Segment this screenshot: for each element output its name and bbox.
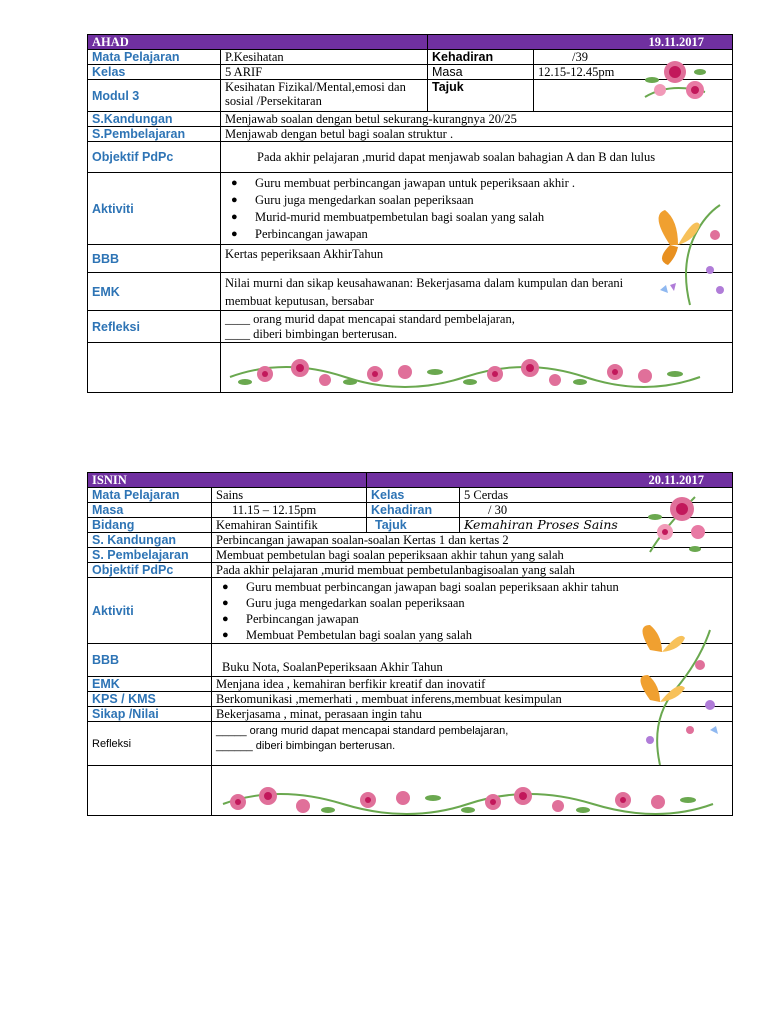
objektif-value: Pada akhir pelajaran ,murid membuat pembetulanbagisoalan yang salah: [212, 563, 733, 578]
masa-value: 11.15 – 12.15pm: [212, 503, 367, 518]
pembelajaran-label: S.Pembelajaran: [88, 127, 221, 142]
emk-label: EMK: [88, 677, 212, 692]
mata-pelajaran-value: P.Kesihatan: [221, 50, 428, 65]
objektif-label: Objektif PdPc: [88, 142, 221, 173]
aktiviti-list: [216, 579, 728, 643]
pembelajaran-value: Membuat pembetulan bagi soalan peperiksaan akhir tahun yang salah: [212, 548, 733, 563]
kelas-label: Kelas: [88, 65, 221, 80]
kelas-label: Kelas: [367, 488, 460, 503]
sikap-label: Sikap /Nilai: [88, 707, 212, 722]
refleksi-line-1: _____ orang murid dapat mencapai standard pembelajaran,: [216, 725, 509, 737]
day-label: AHAD: [88, 35, 428, 50]
lesson-plan-isnin: [87, 472, 733, 816]
sikap-value: Bekerjasama , minat, perasaan ingin tahu: [212, 707, 733, 722]
mata-pelajaran-value: Sains: [212, 488, 367, 503]
refleksi-cell: [221, 311, 733, 343]
emk-value: Menjana idea , kemahiran berfikir kreatif dan inovatif: [212, 677, 733, 692]
emk-label: EMK: [88, 273, 221, 311]
aktiviti-list-cell: [221, 173, 733, 245]
kandungan-label: S.Kandungan: [88, 112, 221, 127]
pembelajaran-label: S. Pembelajaran: [88, 548, 212, 563]
garland-cell: [221, 343, 733, 393]
refleksi-label: Refleksi: [88, 722, 212, 766]
kelas-value: 5 Cerdas: [460, 488, 733, 503]
kelas-value: 5 ARIF: [221, 65, 428, 80]
kps-label: KPS / KMS: [88, 692, 212, 707]
objektif-value: Pada akhir pelajaran ,murid dapat menjawab soalan bahagian A dan B dan lulus: [221, 142, 733, 173]
mata-pelajaran-label: Mata Pelajaran: [88, 488, 212, 503]
aktiviti-list: [225, 175, 728, 243]
refleksi-line-1: ____ orang murid dapat mencapai standard pembelajaran,: [225, 311, 515, 326]
bidang-label: Bidang: [88, 518, 212, 533]
blank-cell: [88, 766, 212, 816]
bbb-value: Kertas peperiksaan AkhirTahun: [221, 245, 733, 273]
kps-value: Berkomunikasi ,memerhati , membuat inferens,membuat kesimpulan: [212, 692, 733, 707]
masa-label: Masa: [428, 65, 534, 80]
refleksi-cell: [212, 722, 733, 766]
list-item: ● Guru juga mengedarkan soalan peperiksaan: [225, 192, 728, 209]
bbb-value: Buku Nota, SoalanPeperiksaan Akhir Tahun: [212, 644, 733, 677]
aktiviti-label: Aktiviti: [88, 578, 212, 644]
masa-value: 12.15-12.45pm: [534, 65, 733, 80]
kehadiran-value: / 30: [460, 503, 733, 518]
list-item: ● Perbincangan jawapan: [225, 226, 728, 243]
bidang-value: Kemahiran Saintifik: [212, 518, 367, 533]
refleksi-line-2: ____ diberi bimbingan berterusan.: [225, 326, 398, 341]
kandungan-label: S. Kandungan: [88, 533, 212, 548]
kandungan-value: Menjawab soalan dengan betul sekurang-kurangnya 20/25: [221, 112, 733, 127]
day-label: ISNIN: [88, 473, 367, 488]
refleksi-label: Refleksi: [88, 311, 221, 343]
modul-value: Kesihatan Fizikal/Mental,emosi dan sosial /Persekitaran: [221, 80, 428, 112]
kehadiran-label: Kehadiran: [428, 50, 534, 65]
blank-cell: [88, 343, 221, 393]
list-item: ● Guru membuat perbincangan jawapan bagi soalan peperiksaan akhir tahun: [216, 579, 728, 595]
mata-pelajaran-label: Mata Pelajaran: [88, 50, 221, 65]
list-item: ● Guru juga mengedarkan soalan peperiksaan: [216, 595, 728, 611]
aktiviti-label: Aktiviti: [88, 173, 221, 245]
modul-label: Modul 3: [88, 80, 221, 112]
list-item: ● Guru membuat perbincangan jawapan untuk peperiksaan akhir .: [225, 175, 728, 192]
emk-value: Nilai murni dan sikap keusahawanan: Bekerjasama dalam kumpulan dan berani membuat keputusan, bersabar: [221, 273, 733, 311]
list-item: ● Perbincangan jawapan: [216, 611, 728, 627]
kehadiran-label: Kehadiran: [367, 503, 460, 518]
garland-cell: [212, 766, 733, 816]
refleksi-line-2: ______ diberi bimbingan berterusan.: [216, 740, 396, 752]
masa-label: Masa: [88, 503, 212, 518]
date-label: 19.11.2017: [428, 35, 733, 50]
pembelajaran-value: Menjawab dengan betul bagi soalan struktur .: [221, 127, 733, 142]
bbb-label: BBB: [88, 644, 212, 677]
kehadiran-value: /39: [534, 50, 733, 65]
lesson-plan-ahad: [87, 34, 733, 393]
tajuk-value: [534, 80, 733, 112]
tajuk-label: Tajuk: [367, 518, 460, 533]
bbb-label: BBB: [88, 245, 221, 273]
aktiviti-list-cell: [212, 578, 733, 644]
date-label: 20.11.2017: [367, 473, 733, 488]
list-item: ● Membuat Pembetulan bagi soalan yang salah: [216, 627, 728, 643]
tajuk-label: Tajuk: [428, 80, 534, 112]
kandungan-value: Perbincangan jawapan soalan-soalan Kertas 1 dan kertas 2: [212, 533, 733, 548]
list-item: ● Murid-murid membuatpembetulan bagi soalan yang salah: [225, 209, 728, 226]
objektif-label: Objektif PdPc: [88, 563, 212, 578]
tajuk-value: Kemahiran Proses Sains: [460, 518, 733, 533]
